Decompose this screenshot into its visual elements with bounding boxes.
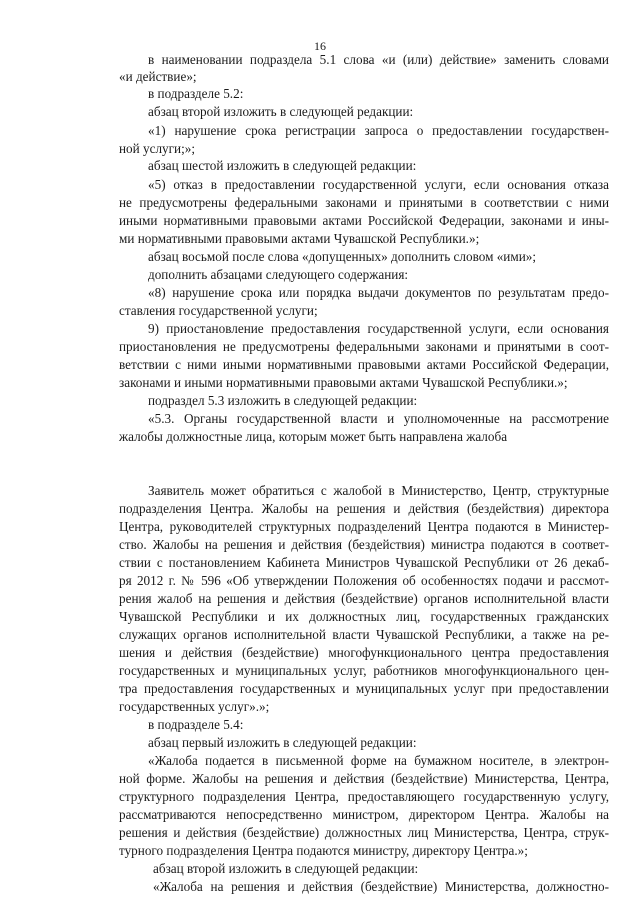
text-line: «Жалоба на решения и действия (бездействие) Министерства, должностно-: [153, 879, 609, 894]
text-line: ми нормативными правовыми актами Чувашской Республики.»;: [119, 231, 480, 246]
text-line: абзац второй изложить в следующей редакции:: [148, 104, 414, 119]
text-line: в подразделе 5.4:: [148, 717, 244, 732]
text-line: ветствии с ними иными нормативными правовыми актами Российской Федерации,: [119, 357, 609, 372]
text-line: государственных и муниципальных услуг, работников многофункционального цен-: [119, 663, 609, 678]
text-line: иными нормативными правовыми актами Российской Федерации, законами и ины-: [119, 213, 609, 228]
text-line: «5.3. Органы государственной власти и уполномоченные на рассмотрение: [148, 411, 609, 426]
text-line: абзац первый изложить в следующей редакции:: [148, 735, 417, 750]
text-line: «1) нарушение срока регистрации запроса о предоставлении государствен-: [148, 123, 609, 138]
text-line: рассматриваются непосредственно министром, директором Центра. Жалобы на: [119, 807, 609, 822]
text-line: приостановления не предусмотрены федеральными законами и принятыми в соот-: [119, 339, 609, 354]
text-line: Центра, руководителей структурных подразделений Центра подаются в Министер-: [119, 519, 609, 534]
text-line: ной услуги;»;: [119, 141, 196, 156]
text-line: Заявитель может обратиться с жалобой в Министерство, Центр, структурные: [148, 483, 609, 498]
text-line: шения и действия (бездействие) многофункционального центра предоставления: [119, 645, 609, 660]
text-line: ствии с постановлением Кабинета Министров Чувашской Республики от 26 декаб-: [119, 555, 609, 570]
text-line: рения жалоб на решения и действия (бездействие) органов исполнительной власти: [119, 591, 609, 606]
text-line: ство. Жалобы на решения и действия (бездействия) министра подаются в соответ-: [119, 537, 609, 552]
text-line: дополнить абзацами следующего содержания:: [148, 267, 409, 282]
text-line: 9) приостановление предоставления государственной услуги, если основания: [148, 321, 609, 336]
text-line: абзац шестой изложить в следующей редакции:: [148, 158, 417, 173]
text-line: «Жалоба подается в письменной форме на бумажном носителе, в электрон-: [148, 753, 609, 768]
text-line: законами и иными нормативными правовыми актами Чувашской Республики.»;: [119, 375, 568, 390]
text-line: абзац восьмой после слова «допущенных» дополнить словом «ими»;: [148, 249, 537, 264]
text-line: подраздел 5.3 изложить в следующей редакции:: [148, 393, 418, 408]
text-line: не предусмотрены федеральными законами и принятыми в соответствии с ними: [119, 195, 609, 210]
text-line: служащих органов исполнительной власти Чувашской Республики, а также на ре-: [119, 627, 609, 642]
text-line: ной форме. Жалобы на решения и действия (бездействие) Министерства, Центра,: [119, 771, 609, 786]
text-line: Чувашской Республики и их должностных лиц, государственных гражданских: [119, 609, 609, 624]
text-line: решения и действия (бездействие) должностных лиц Министерства, Центра, струк-: [119, 825, 609, 840]
text-line: абзац второй изложить в следующей редакции:: [153, 861, 419, 876]
text-line: турного подразделения Центра подаются министру, директору Центра.»;: [119, 843, 528, 858]
text-line: «8) нарушение срока или порядка выдачи документов по результатам предо-: [148, 285, 609, 300]
text-line: «и действие»;: [119, 69, 197, 84]
text-line: «5) отказ в предоставлении государственной услуги, если основания отказа: [148, 177, 609, 192]
text-line: в подразделе 5.2:: [148, 86, 244, 101]
text-line: тра предоставления государственных и муниципальных услуг при предоставлении: [119, 681, 609, 696]
text-line: ставления государственной услуги;: [119, 303, 318, 318]
text-line: структурного подразделения Центра, предоставляющего государственную услугу,: [119, 789, 609, 804]
text-line: жалобы должностные лица, которым может быть направлена жалоба: [119, 429, 508, 444]
text-line: государственных услуг».»;: [119, 699, 270, 714]
page-number: 16: [314, 39, 326, 53]
text-line: ря 2012 г. № 596 «Об утверждении Положения об особенностях подачи и рассмот-: [119, 573, 609, 588]
text-line: в наименовании подраздела 5.1 слова «и (или) действие» заменить словами: [148, 52, 609, 67]
text-line: подразделения Центра. Жалобы на решения и действия (бездействия) директора: [119, 501, 609, 516]
